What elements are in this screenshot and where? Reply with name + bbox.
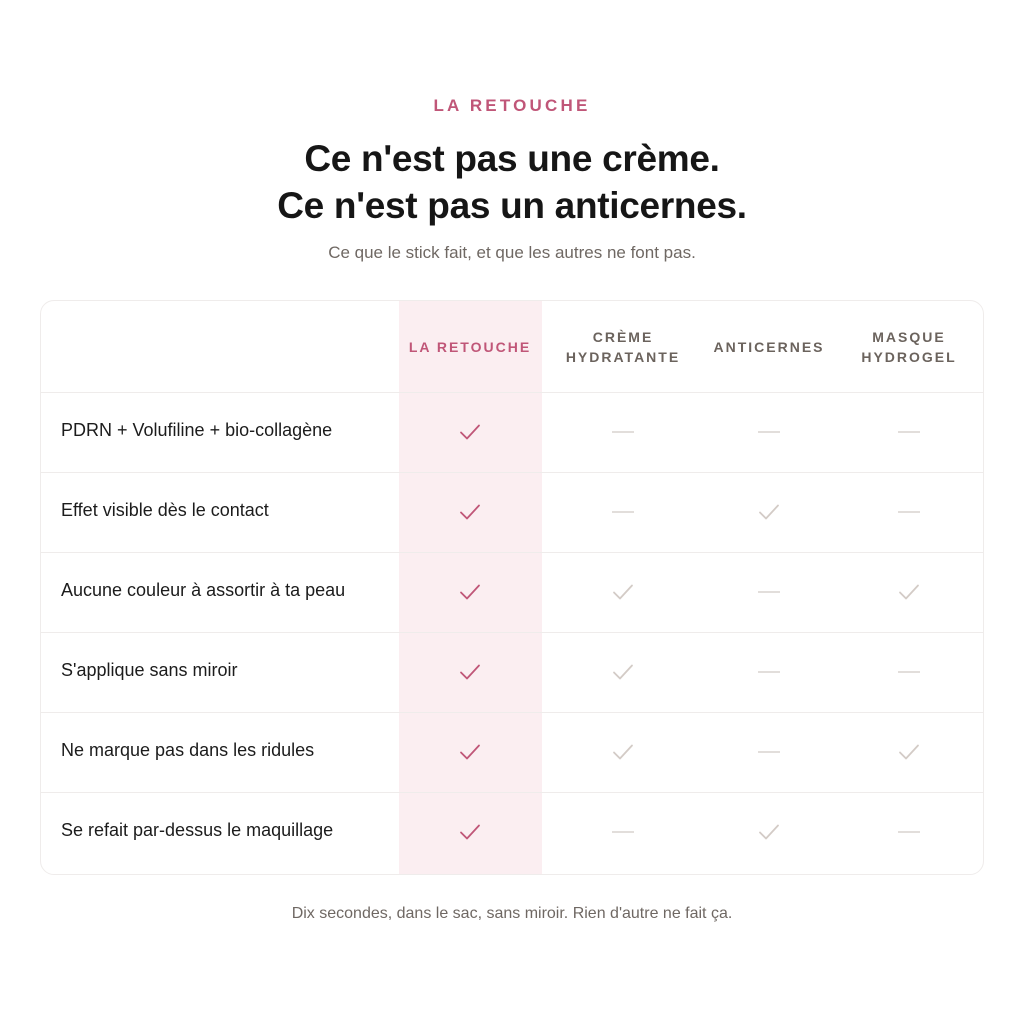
table-row xyxy=(41,392,983,472)
check-icon xyxy=(459,743,481,761)
cell-la-retouche xyxy=(399,712,542,792)
dash-icon xyxy=(758,431,780,433)
table-row xyxy=(41,552,983,632)
cell-la-retouche xyxy=(399,472,542,552)
dash-icon xyxy=(898,511,920,513)
cell-anticernes xyxy=(698,552,841,632)
cell-masque-hydrogel xyxy=(838,472,981,552)
cell-masque-hydrogel xyxy=(838,392,981,472)
comparison-table xyxy=(40,300,984,875)
check-icon xyxy=(758,823,780,841)
check-icon xyxy=(459,583,481,601)
column-header-creme-hydratante: CRÈME HYDRATANTE xyxy=(565,328,681,365)
cell-creme-hydratante xyxy=(552,552,695,632)
cell-anticernes xyxy=(698,792,841,872)
check-icon xyxy=(898,743,920,761)
table-row xyxy=(41,792,983,872)
dash-icon xyxy=(758,671,780,673)
check-icon xyxy=(459,823,481,841)
dash-icon xyxy=(898,431,920,433)
cell-la-retouche xyxy=(399,552,542,632)
cell-creme-hydratante xyxy=(552,392,695,472)
check-icon xyxy=(612,663,634,681)
eyebrow-label: LA RETOUCHE xyxy=(433,96,591,115)
cell-creme-hydratante xyxy=(552,632,695,712)
dash-icon xyxy=(898,671,920,673)
dash-icon xyxy=(612,831,634,833)
check-icon xyxy=(459,423,481,441)
subtitle: Ce que le stick fait, et que les autres ne font pas. xyxy=(328,243,696,262)
cell-masque-hydrogel xyxy=(838,792,981,872)
cell-creme-hydratante xyxy=(552,712,695,792)
column-header-masque-hydrogel: MASQUE HYDROGEL xyxy=(861,328,957,365)
cell-anticernes xyxy=(698,472,841,552)
headline-line-2: Ce n'est pas un anticernes. xyxy=(277,185,747,226)
cell-creme-hydratante xyxy=(552,472,695,552)
headline-line-1: Ce n'est pas une crème. xyxy=(304,138,720,179)
row-label: Aucune couleur à assortir à ta peau xyxy=(61,580,346,600)
check-icon xyxy=(459,503,481,521)
dash-icon xyxy=(898,831,920,833)
cell-anticernes xyxy=(698,712,841,792)
check-icon xyxy=(612,583,634,601)
row-label: Ne marque pas dans les ridules xyxy=(61,740,315,760)
dash-icon xyxy=(612,511,634,513)
cell-la-retouche xyxy=(399,632,542,712)
check-icon xyxy=(898,583,920,601)
cell-masque-hydrogel xyxy=(838,712,981,792)
cell-la-retouche xyxy=(399,392,542,472)
footer-note: Dix secondes, dans le sac, sans miroir. Rien d'autre ne fait ça. xyxy=(291,905,733,922)
page-title xyxy=(0,135,1024,229)
column-header-anticernes: ANTICERNES xyxy=(713,338,825,355)
check-icon xyxy=(758,503,780,521)
column-header-la-retouche: LA RETOUCHE xyxy=(408,338,532,355)
row-label: S'applique sans miroir xyxy=(61,660,238,680)
table-row xyxy=(41,632,983,712)
cell-anticernes xyxy=(698,392,841,472)
check-icon xyxy=(459,663,481,681)
table-row xyxy=(41,712,983,792)
table-header-row xyxy=(41,301,983,392)
table-row xyxy=(41,472,983,552)
cell-masque-hydrogel xyxy=(838,552,981,632)
row-label: Effet visible dès le contact xyxy=(61,500,269,520)
cell-creme-hydratante xyxy=(552,792,695,872)
dash-icon xyxy=(612,431,634,433)
cell-masque-hydrogel xyxy=(838,632,981,712)
cell-la-retouche xyxy=(399,792,542,872)
row-label: PDRN + Volufiline + bio-collagène xyxy=(61,420,333,440)
row-label: Se refait par-dessus le maquillage xyxy=(61,820,334,840)
dash-icon xyxy=(758,591,780,593)
check-icon xyxy=(612,743,634,761)
dash-icon xyxy=(758,751,780,753)
cell-anticernes xyxy=(698,632,841,712)
